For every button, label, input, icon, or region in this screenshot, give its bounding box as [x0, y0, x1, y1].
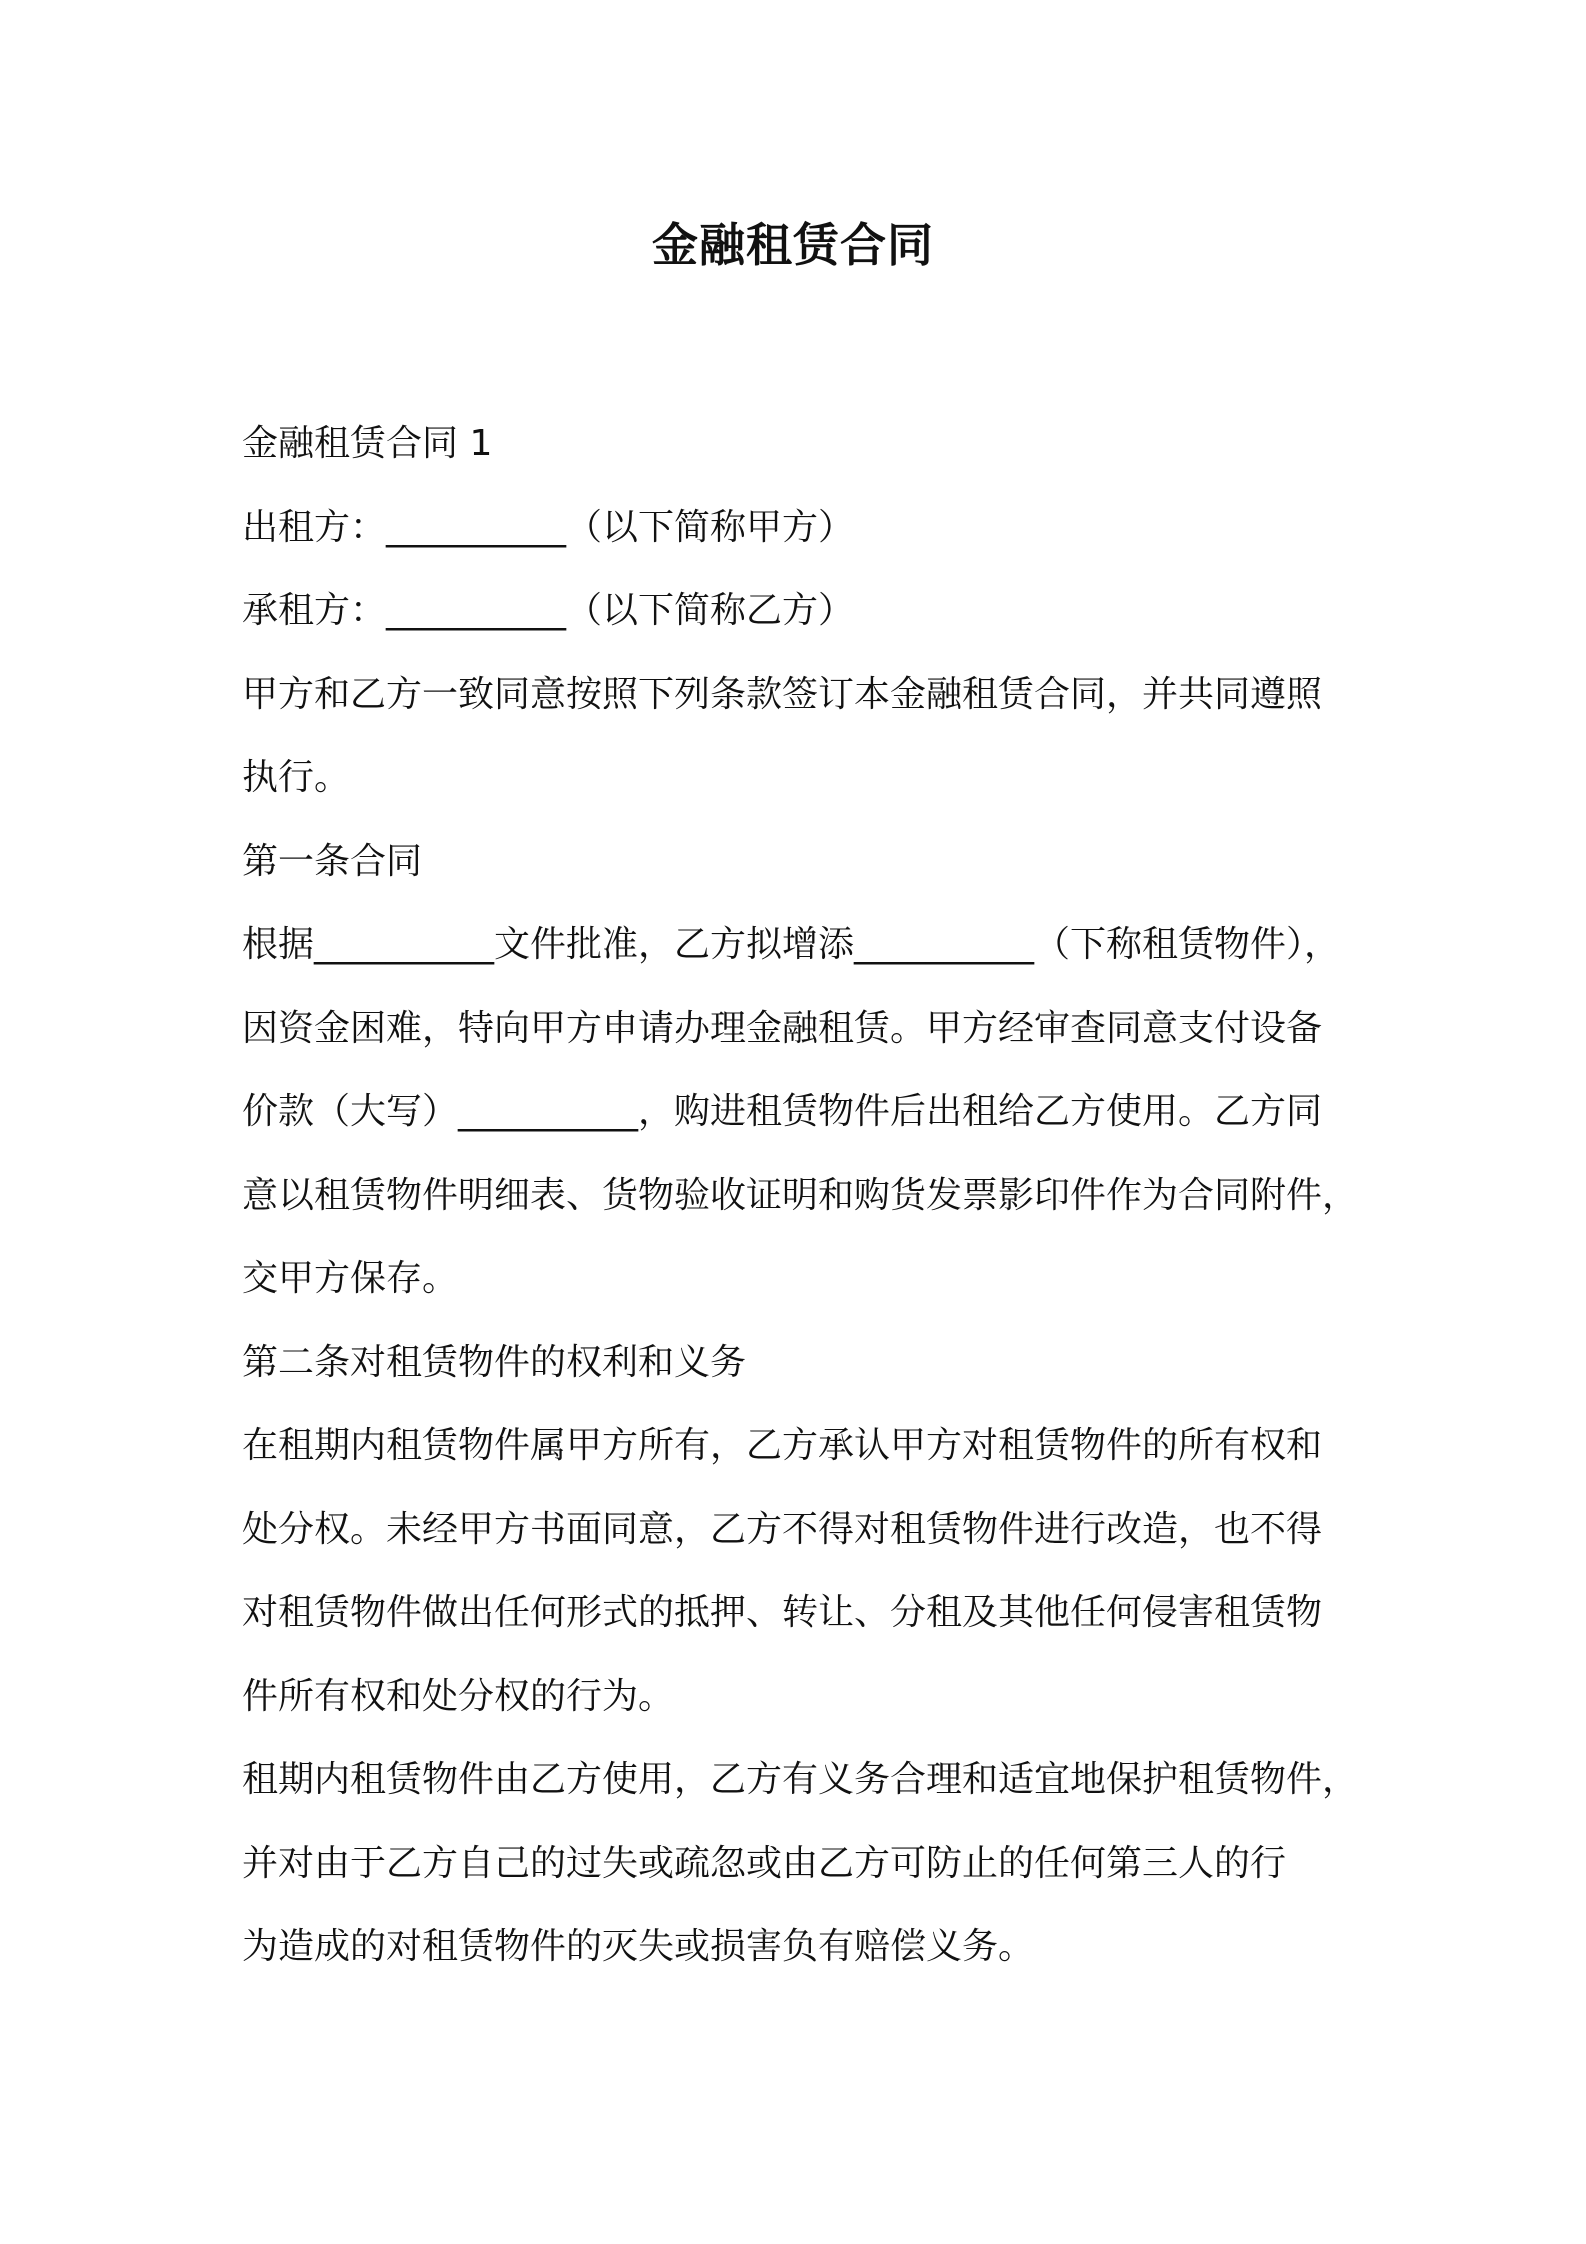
preamble-line: 执行。 [242, 757, 351, 798]
lessor-line: 出租方：__________（以下简称甲方） [242, 506, 855, 548]
document-body [242, 402, 1392, 1989]
article-1-line: 根据__________文件批准，乙方拟增添__________（下称租赁物件）， [242, 924, 1341, 965]
article-2-line: 并对由于乙方自己的过失或疏忽或由乙方可防止的任何第三人的行 [242, 1842, 1287, 1884]
article-2-line: 件所有权和处分权的行为。 [242, 1675, 675, 1717]
article-1-line: 因资金困难，特向甲方申请办理金融租赁。甲方经审查同意支付设备 [242, 1007, 1323, 1049]
article-1-line: 交甲方保存。 [242, 1258, 459, 1299]
article-1-line: 价款（大写）__________，购进租赁物件后出租给乙方使用。乙方同 [242, 1091, 1323, 1132]
article-2-line: 在租期内租赁物件属甲方所有，乙方承认甲方对租赁物件的所有权和 [242, 1425, 1323, 1466]
lessee-line: 承租方：__________（以下简称乙方） [242, 590, 855, 631]
article-2-heading: 第二条对租赁物件的权利和义务 [242, 1341, 747, 1383]
preamble-line: 甲方和乙方一致同意按照下列条款签订本金融租赁合同，并共同遵照 [242, 673, 1323, 715]
document-title: 金融租赁合同 [652, 218, 934, 272]
subtitle-line: 金融租赁合同 1 [242, 423, 493, 464]
article-1-line: 意以租赁物件明细表、货物验收证明和购货发票影印件作为合同附件， [242, 1174, 1359, 1216]
article-1-heading: 第一条合同 [242, 840, 423, 882]
article-2-line: 为造成的对租赁物件的灭失或损害负有赔偿义务。 [242, 1926, 1035, 1967]
article-2-line: 租期内租赁物件由乙方使用，乙方有义务合理和适宜地保护租赁物件， [242, 1759, 1359, 1800]
article-2-line: 对租赁物件做出任何形式的抵押、转让、分租及其他任何侵害租赁物 [242, 1592, 1323, 1633]
article-2-line: 处分权。未经甲方书面同意，乙方不得对租赁物件进行改造，也不得 [242, 1508, 1323, 1550]
